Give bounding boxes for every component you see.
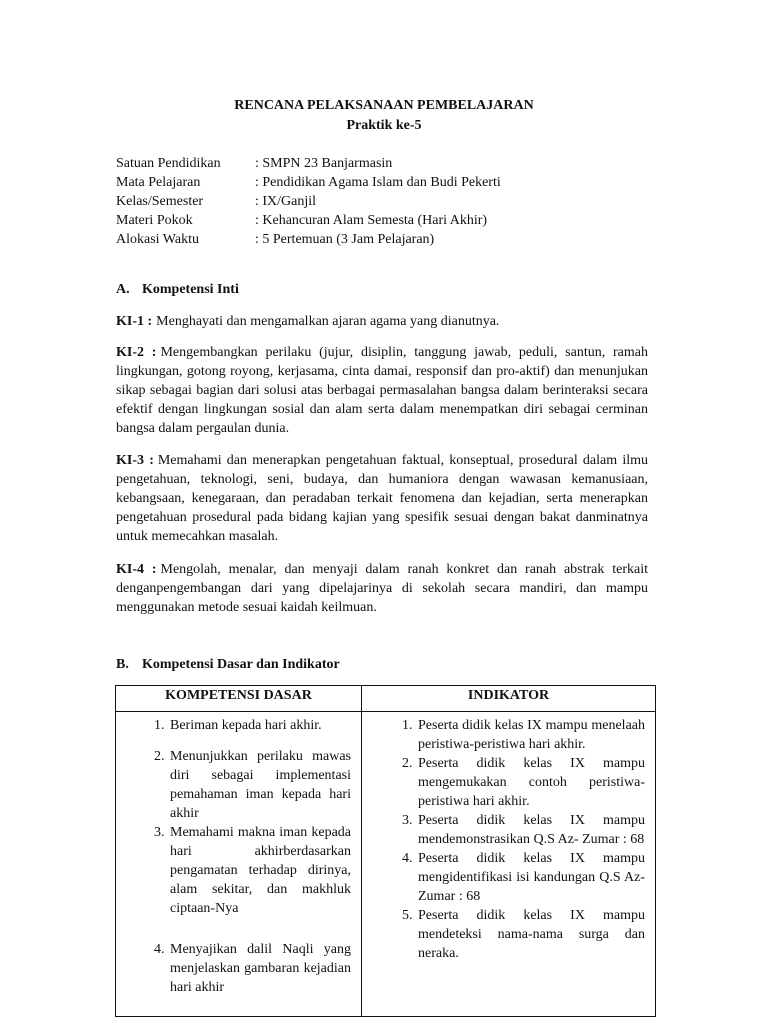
section-letter: B.: [116, 657, 129, 672]
section-a-heading: [116, 280, 239, 299]
ki-3-paragraph: [116, 451, 648, 546]
ki-text: Mengolah, menalar, dan menyaji dalam ranah konkret dan ranah abstrak terkait denganpengembangan dari yang dipelajarinya di sekolah secara mandiri, dan mampu menggunakan metode sesuai kaidah keilmuan.: [116, 562, 648, 615]
info-value: : Pendidikan Agama Islam dan Budi Pekerti: [255, 175, 501, 190]
list-item: 5. Peserta didik kelas IX mampu mendeteksi nama-nama surga dan neraka.: [416, 906, 645, 963]
ki-4-paragraph: [116, 560, 648, 617]
ki-text: Mengembangkan perilaku (jujur, disiplin, tanggung jawab, peduli, santun, ramah lingkungan, gotong royong, kerjasama, cinta damai, responsif dan pro-aktif) dan menunjukan sikap sebagai bagian dari solusi atas berbagai permasalahan bangsa dalam berinteraksi secara efektif dengan lingkungan sosial dan alam serta dalam menempatkan diri sebagai cerminan bangsa dalam pergaulan dunia.: [116, 345, 648, 436]
info-label: Alokasi Waktu: [116, 232, 199, 247]
info-label: Materi Pokok: [116, 213, 193, 228]
kd-list: [116, 716, 351, 997]
info-value: : Kehancuran Alam Semesta (Hari Akhir): [255, 213, 488, 228]
ki-2-paragraph: [116, 343, 648, 438]
info-value: : SMPN 23 Banjarmasin: [255, 156, 393, 171]
ki-text: Menghayati dan mengamalkan ajaran agama yang dianutnya.: [156, 314, 500, 329]
page-subtitle: Praktik ke-5: [346, 118, 422, 133]
table-header-row: [116, 686, 656, 712]
ki-label: KI-1 :: [116, 314, 153, 329]
header-kompetensi-dasar: KOMPETENSI DASAR: [116, 686, 362, 712]
ki-text: Memahami dan menerapkan pengetahuan faktual, konseptual, prosedural dalam ilmu pengetahuan, teknologi, seni, budaya, dan humaniora dengan wawasan kemanusiaan, kebangsaan, kenegaraan, dan peradaban terkait fenomena dan kejadian, serta menerapkan pengetahuan prosedural pada bidang kajian yang spesifik sesuai dengan bakat danminatnya untuk memecahkan masalah.: [116, 453, 648, 544]
ki-label: KI-2 :: [116, 345, 157, 360]
kd-cell: [116, 712, 362, 1017]
list-item: 4. Menyajikan dalil Naqli yang menjelaskan gambaran kejadian hari akhir: [168, 940, 351, 997]
ki-1-paragraph: [116, 312, 648, 331]
section-title: Kompetensi Inti: [142, 282, 239, 297]
kd-indikator-table: [115, 685, 656, 1017]
info-label: Kelas/Semester: [116, 194, 204, 209]
list-item: 2. Peserta didik kelas IX mampu mengemukakan contoh peristiwa-peristiwa hari akhir.: [416, 754, 645, 811]
list-item: 3. Peserta didik kelas IX mampu mendemonstrasikan Q.S Az- Zumar : 68: [416, 811, 645, 849]
indikator-list: [362, 716, 645, 963]
info-label: Mata Pelajaran: [116, 175, 201, 190]
header-indikator: INDIKATOR: [362, 686, 656, 712]
list-item: 1. Peserta didik kelas IX mampu menelaah peristiwa-peristiwa hari akhir.: [416, 716, 645, 754]
info-value: : IX/Ganjil: [255, 194, 317, 209]
info-label: Satuan Pendidikan: [116, 156, 221, 171]
info-value: : 5 Pertemuan (3 Jam Pelajaran): [255, 232, 435, 247]
list-item: 1. Beriman kepada hari akhir.: [168, 716, 351, 735]
section-b-heading: [116, 655, 340, 674]
list-item: 2. Menunjukkan perilaku mawas diri sebagai implementasi pemahaman iman kepada hari akhir: [168, 747, 351, 823]
section-title: Kompetensi Dasar dan Indikator: [142, 657, 340, 672]
ki-label: KI-4 :: [116, 562, 157, 577]
indikator-cell: [362, 712, 656, 1017]
section-letter: A.: [116, 282, 130, 297]
list-item: 4. Peserta didik kelas IX mampu mengidentifikasi isi kandungan Q.S Az-Zumar : 68: [416, 849, 645, 906]
list-item: 3. Memahami makna iman kepada hari akhirberdasarkan pengamatan terhadap dirinya, alam sekitar, dan makhluk ciptaan-Nya: [168, 823, 351, 918]
ki-label: KI-3 :: [116, 453, 154, 468]
page-title: RENCANA PELAKSANAAN PEMBELAJARAN: [234, 98, 534, 113]
table-row: [116, 712, 656, 1017]
